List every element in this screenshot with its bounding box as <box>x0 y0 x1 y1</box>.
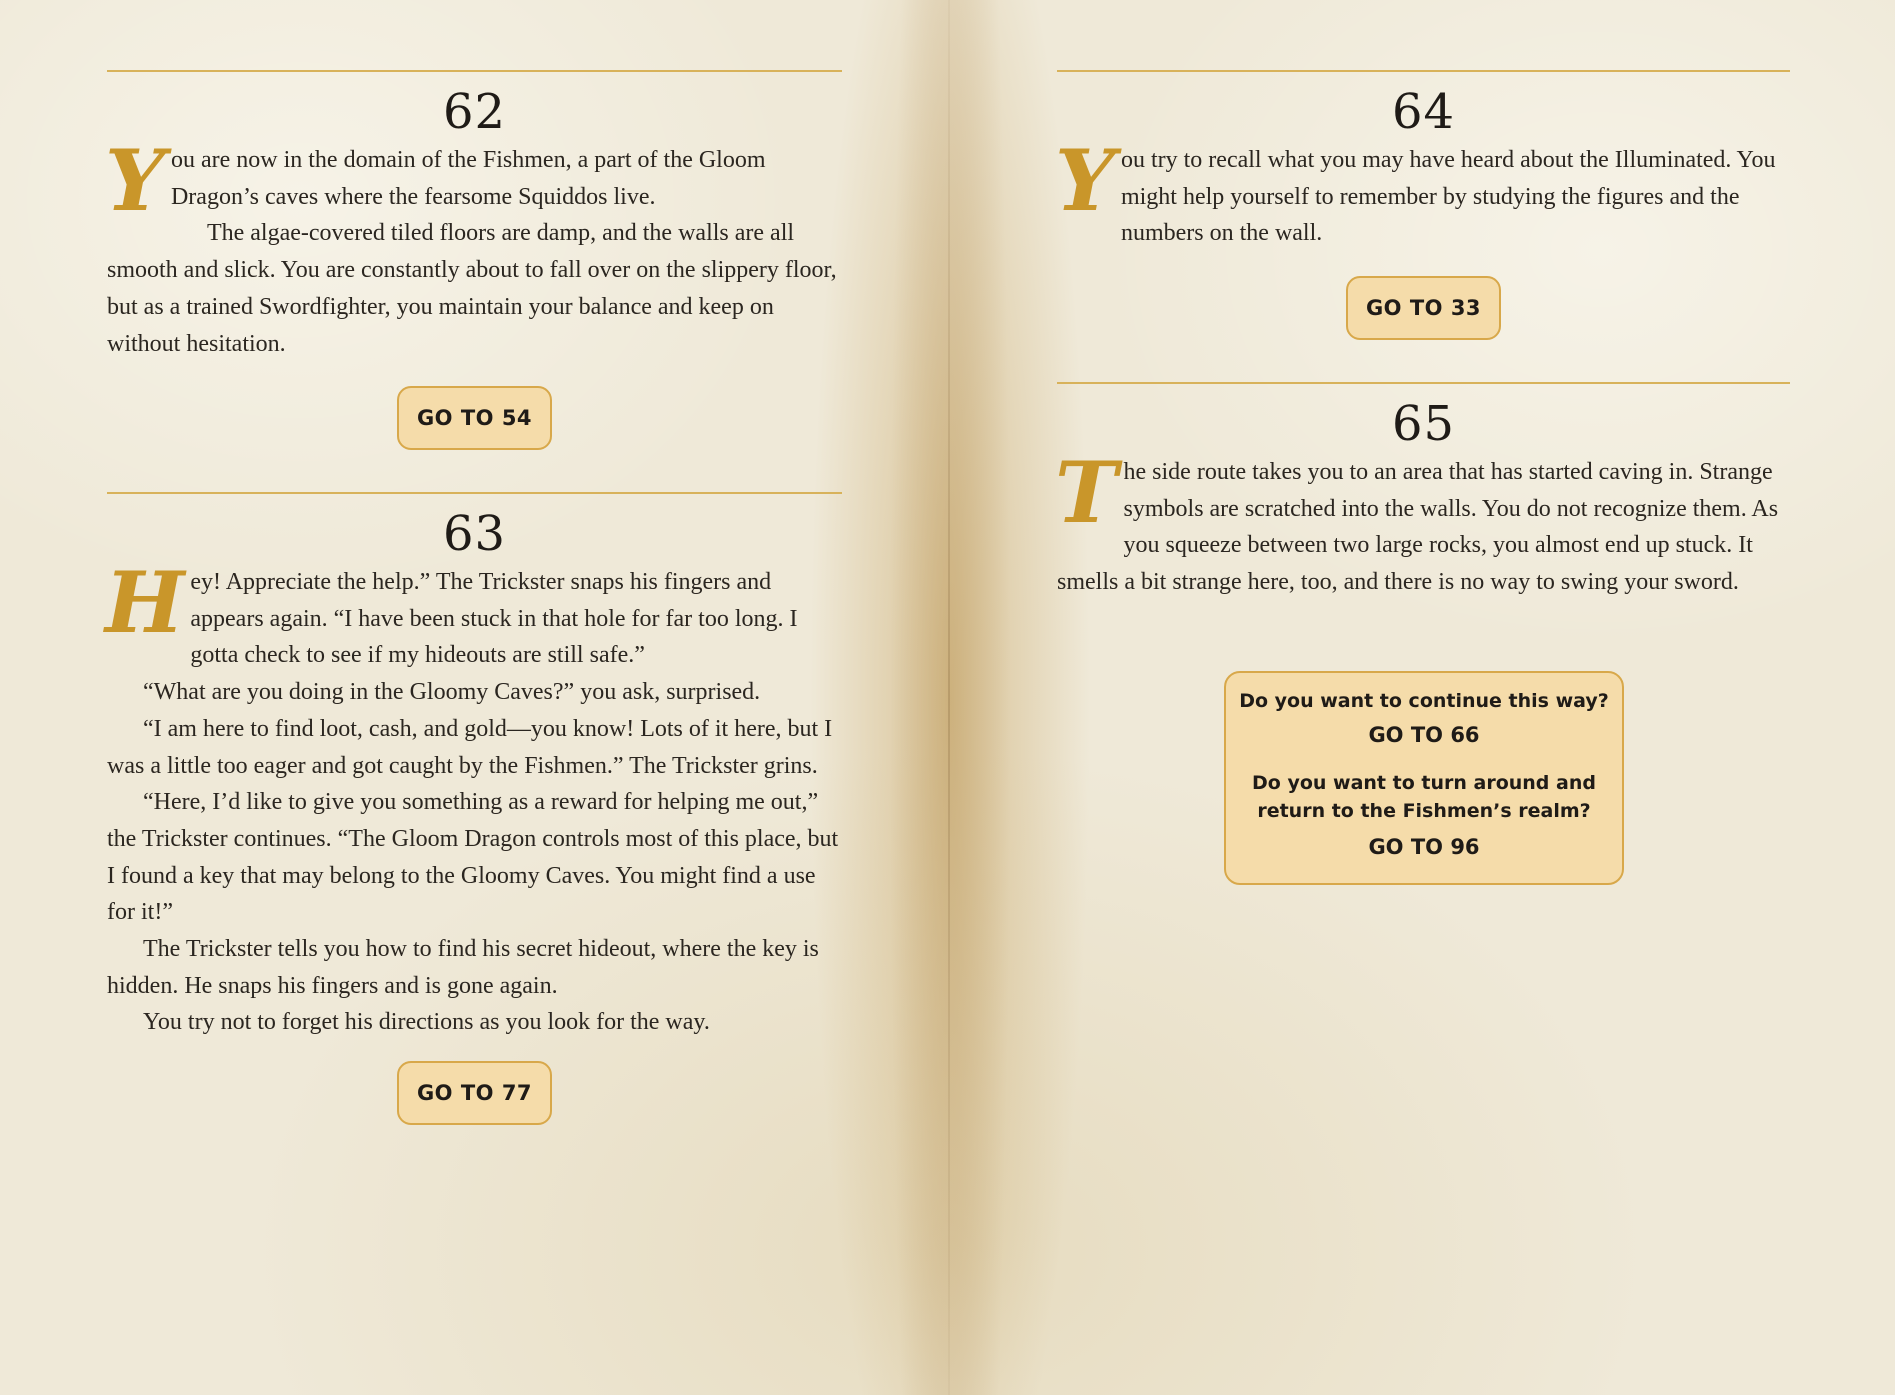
section-divider <box>107 492 842 494</box>
drop-cap: Y <box>1055 131 1115 230</box>
section-number: 65 <box>1391 396 1456 452</box>
paragraph: ou are now in the domain of the Fishmen, a part of the Gloom Dragon’s caves where the fearsome Squiddos live. <box>170 147 766 210</box>
section-divider <box>107 70 842 72</box>
paragraph: “Here, I’d like to give you something as a reward for helping me out,” the Trickster continues. “The Gloom Dragon controls most of this place, but I found a key that may belong to the Gloomy Caves. You might find a use for it!” <box>107 789 839 926</box>
paragraph: ey! Appreciate the help.” The Trickster snaps his fingers and appears again. “I have been stuck in that hole for far too long. I gotta check to see if my hideouts are still safe.” <box>190 569 798 669</box>
paragraph: “I am here to find loot, cash, and gold—you know! Lots of it here, but I was a little too eager and got caught by the Fishmen.” The Trickster grins. <box>107 715 833 779</box>
choice-question: Do you want to continue this way? <box>1239 690 1609 712</box>
drop-cap: Y <box>105 131 165 230</box>
book-gutter <box>948 0 950 1395</box>
section-65 <box>1057 382 1790 601</box>
go-to-54-button[interactable]: GO TO 54 <box>397 386 552 450</box>
choice-question: Do you want to turn around and return to the Fishmen’s realm? <box>1252 772 1596 822</box>
paragraph: The algae-covered tiled floors are damp, and the walls are all smooth and slick. You are constantly about to fall over on the slippery floor, but as a trained Swordfighter, you maintain your balance and keep on without hesitation. <box>107 220 837 357</box>
paragraph: You try not to forget his directions as you look for the way. <box>143 1009 710 1036</box>
go-to-96-button[interactable]: GO TO 96 <box>1368 835 1480 859</box>
paragraph: ou try to recall what you may have heard about the Illuminated. You might help yourself to remember by studying the figures and the numbers on the wall. <box>1120 147 1776 247</box>
paragraph: The Trickster tells you how to find his secret hideout, where the key is hidden. He snaps his fingers and is gone again. <box>107 936 819 999</box>
section-number: 64 <box>1391 84 1456 140</box>
section-63 <box>107 492 842 1125</box>
drop-cap: T <box>1055 443 1118 542</box>
go-to-33-button[interactable]: GO TO 33 <box>1346 276 1501 340</box>
choice-box <box>1224 671 1624 885</box>
go-to-77-button[interactable]: GO TO 77 <box>397 1061 552 1125</box>
section-divider <box>1057 382 1790 384</box>
section-62 <box>107 70 842 450</box>
section-text <box>105 131 842 362</box>
section-number: 63 <box>442 506 507 562</box>
go-to-66-button[interactable]: GO TO 66 <box>1368 723 1480 747</box>
section-text <box>105 553 842 1041</box>
section-divider <box>1057 70 1790 72</box>
drop-cap: H <box>105 553 185 652</box>
section-text <box>1055 443 1790 601</box>
section-text <box>1055 131 1790 252</box>
section-number: 62 <box>442 84 507 140</box>
paragraph: “What are you doing in the Gloomy Caves?” you ask, surprised. <box>143 679 761 706</box>
paragraph: he side route takes you to an area that has started caving in. Strange symbols are scratched into the walls. You do not recognize them. As you squeeze between two large rocks, you almost end up stuck. It smells a bit strange here, too, and there is no way to swing your sword. <box>1057 459 1779 596</box>
section-64 <box>1057 70 1790 340</box>
